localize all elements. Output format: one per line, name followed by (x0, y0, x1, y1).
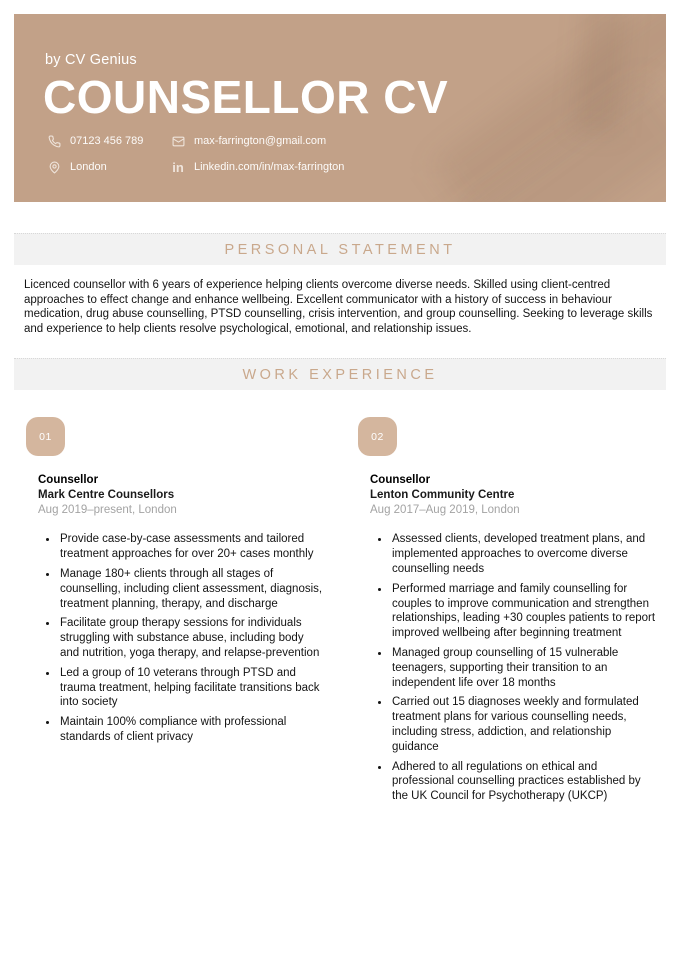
bullet-item: • Facilitate group therapy sessions for individuals struggling with substance abuse, including body and nutrition, yoga therapy, and relapse-prevention (58, 616, 324, 660)
contact-linkedin-text: Linkedin.com/in/max-farrington (194, 161, 345, 173)
decorative-shadow (572, 14, 630, 136)
bullet-item: • Provide case-by-case assessments and tailored treatment approaches for over 20+ cases monthly (58, 532, 324, 562)
contact-phone (47, 134, 171, 148)
job-company: Lenton Community Centre (370, 489, 515, 502)
contact-linkedin (171, 160, 344, 174)
bullet-item: • Maintain 100% compliance with professional standards of client privacy (58, 715, 324, 745)
job-title: Counsellor (38, 474, 99, 487)
email-icon (171, 134, 185, 148)
bullet-item: • Assessed clients, developed treatment plans, and implemented approaches to overcome diverse counselling needs (390, 532, 656, 576)
work-experience-columns (26, 417, 656, 809)
contact-location (47, 160, 171, 174)
job-entry-1 (26, 417, 324, 809)
job-2-header (358, 473, 656, 518)
personal-statement-text: Licenced counsellor with 6 years of experience helping clients overcome diverse needs. Skilled using client-centred approaches to effect change and enhance wellbeing. Excellent communicator with a history of success in behaviour medication, drug abuse counselling, PTSD counselling, crisis intervention, and group counselling. Seeking to leverage skills and experience to help clients resolve psychological, emotional, and relationship issues. (24, 279, 653, 335)
job-dates: Aug 2019–present, London (38, 504, 177, 517)
cv-header (14, 14, 666, 202)
contact-location-text: London (70, 161, 107, 173)
job-dates: Aug 2017–Aug 2019, London (370, 504, 520, 517)
job-company: Mark Centre Counsellors (38, 489, 175, 502)
job-2-bullet-list (358, 532, 656, 804)
work-experience-header-bar (14, 358, 666, 390)
job-1-bullet-list (26, 532, 324, 744)
bullet-item: • Adhered to all regulations on ethical and professional counselling practices established by the UK Council for Psychotherapy (UKCP) (390, 760, 656, 804)
personal-statement-header-bar (14, 233, 666, 265)
bullet-item: • Carried out 15 diagnoses weekly and formulated treatment plans for various counselling needs, including stress, addiction, and relationship guidance (390, 695, 656, 754)
bullet-item: • Manage 180+ clients through all stages of counselling, including client assessment, diagnosis, treatment planning, therapy, and discharge (58, 567, 324, 611)
bullet-item: • Performed marriage and family counselling for couples to improve communication and strengthen relationships, leading +30 couples patients to report improved wellbeing after beginning treatment (390, 582, 656, 641)
job-entry-2 (358, 417, 656, 809)
contact-list (47, 134, 344, 174)
bullet-item: • Led a group of 10 veterans through PTSD and trauma treatment, helping facilitate transitions back into society (58, 666, 324, 710)
job-2-number-badge: 02 (358, 417, 397, 456)
contact-email (171, 134, 344, 148)
location-icon (47, 160, 61, 174)
linkedin-icon: in (172, 159, 184, 175)
contact-phone-text: 07123 456 789 (70, 135, 144, 147)
decorative-shadow (431, 14, 666, 202)
job-title: Counsellor (370, 474, 431, 487)
bullet-item: • Managed group counselling of 15 vulnerable teenagers, supporting their transition to an independent life over 18 months (390, 646, 656, 690)
phone-icon (47, 134, 61, 148)
byline: by CV Genius (45, 52, 137, 68)
personal-statement-heading: PERSONAL STATEMENT (224, 241, 456, 258)
page-title: COUNSELLOR CV (43, 71, 449, 123)
job-1-header (26, 473, 324, 518)
job-1-number-badge: 01 (26, 417, 65, 456)
work-experience-heading: WORK EXPERIENCE (242, 366, 438, 383)
contact-email-text: max-farrington@gmail.com (194, 135, 327, 147)
